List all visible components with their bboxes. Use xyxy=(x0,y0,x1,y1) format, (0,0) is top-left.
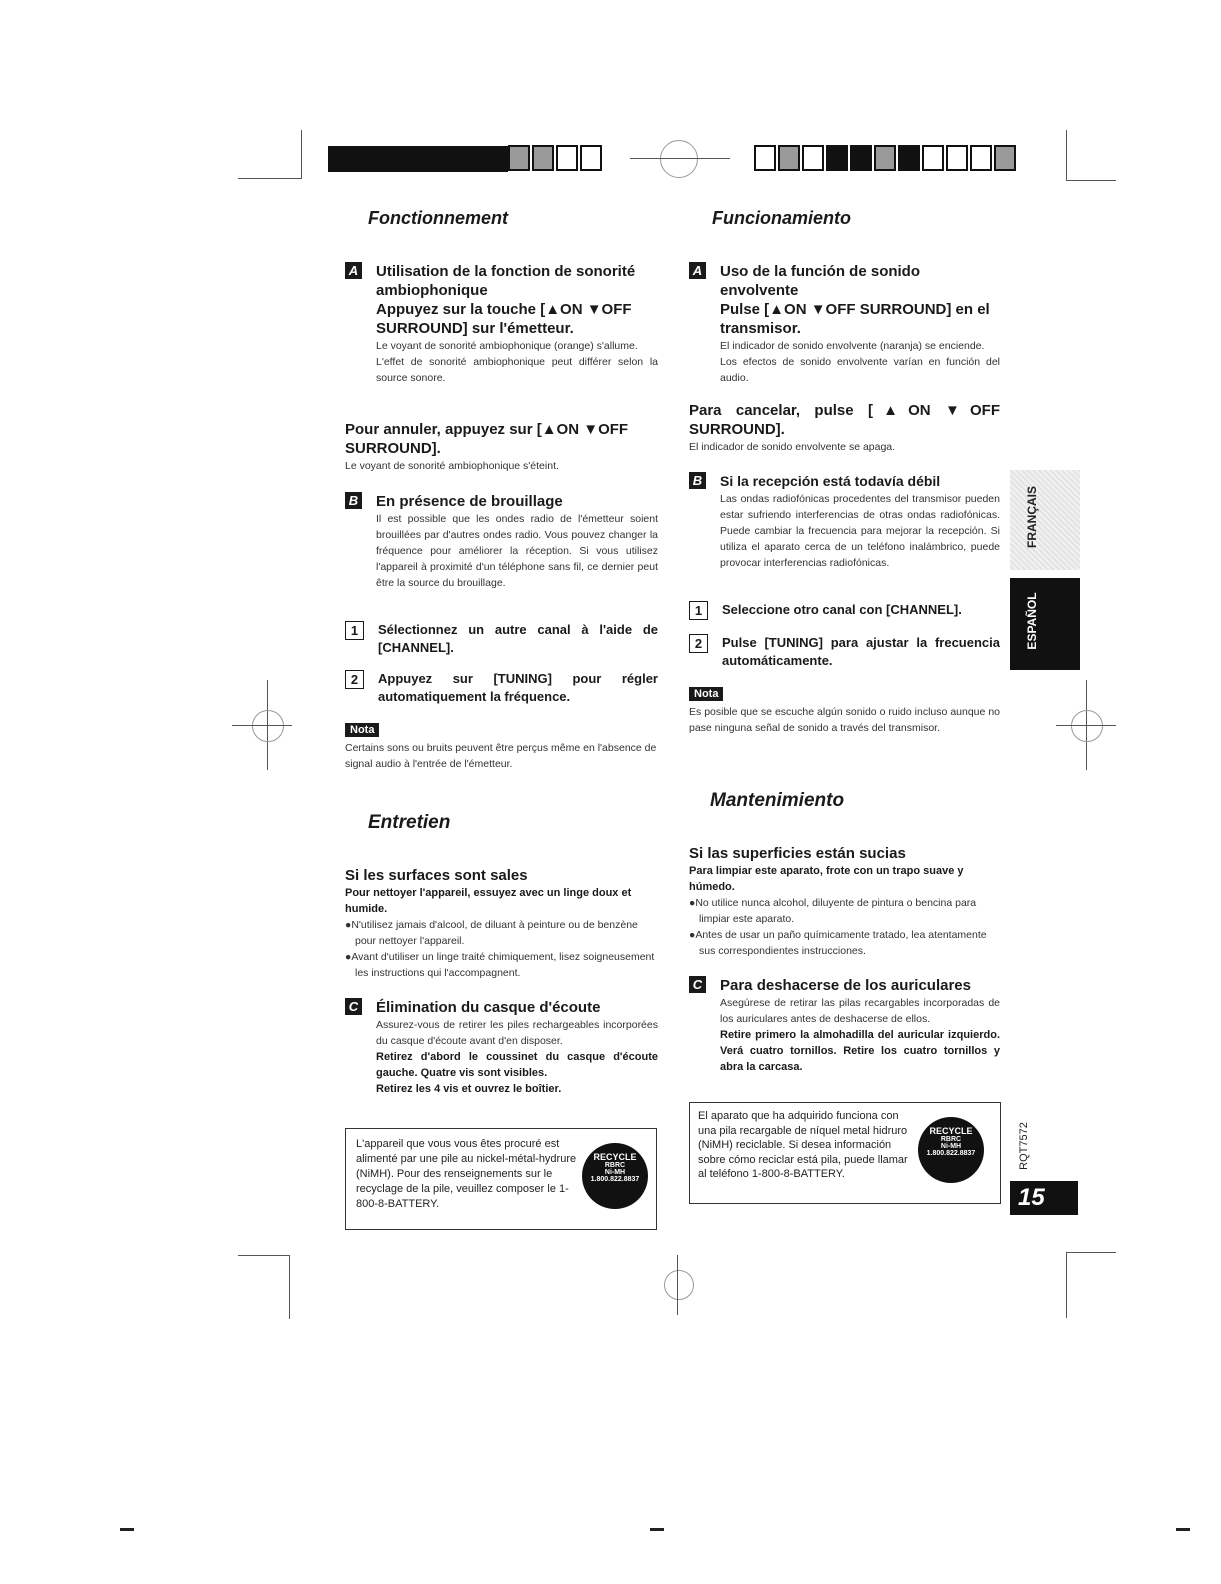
crop-mark-br-h xyxy=(1066,1252,1116,1253)
crop-mark-tl-h xyxy=(238,178,302,179)
es-recycle-text: El aparato que ha adquirido funciona con una pila recargable de níquel metal hidruro (NiMH) reciclable. Si desea información sobre cómo reciclar está pila, puede llamar al teléfono 1-800-8-BATTERY. xyxy=(698,1110,908,1180)
section-title-funcionamiento: Funcionamiento xyxy=(712,208,851,228)
fr-c-body: Assurez-vous de retirer les piles rechargeables incorporées du casque d'écoute avant d'en disposer. xyxy=(376,1019,658,1047)
es-section-c xyxy=(689,976,1000,1075)
crosshair-right xyxy=(1071,710,1103,742)
fr-nota xyxy=(345,720,658,772)
fr-nota-label: Nota xyxy=(345,723,379,737)
fr-dirty-bullet-1: ●N'utilisez jamais d'alcool, de diluant à peinture ou de benzène pour nettoyer l'appareil. xyxy=(345,919,638,947)
fr-a-instruction: Appuyez sur la touche [▲ON ▼OFF SURROUND] sur l'émetteur. xyxy=(376,301,632,337)
header-cells-right xyxy=(752,145,1016,171)
header-bar-left xyxy=(328,146,508,172)
es-section-a xyxy=(689,262,1000,386)
fr-step-1 xyxy=(345,621,658,657)
fr-cancel-heading: Pour annuler, appuyez sur [▲ON ▼OFF SURROUND]. xyxy=(345,421,629,457)
es-dirty-bold: Para limpiar este aparato, frote con un trapo suave y húmedo. xyxy=(689,865,964,893)
es-c-heading: Para deshacerse de los auriculares xyxy=(720,977,971,994)
es-a-instruction: Pulse [▲ON ▼OFF SURROUND] en el transmisor. xyxy=(720,301,990,337)
doc-code: RQT7572 xyxy=(1018,1122,1030,1170)
es-recycle-seal-chem: Ni-MH xyxy=(940,1143,962,1150)
fr-badge-a: A xyxy=(345,262,362,279)
es-nota xyxy=(689,684,1000,736)
header-cells-left xyxy=(506,145,602,171)
es-cancel xyxy=(689,401,1000,455)
crop-mark-tr-h xyxy=(1066,180,1116,181)
es-recycle-box xyxy=(689,1102,1001,1204)
fr-cancel-body: Le voyant de sonorité ambiophonique s'éteint. xyxy=(345,460,559,472)
fr-c-heading: Élimination du casque d'écoute xyxy=(376,999,601,1016)
es-step-2-text: Pulse [TUNING] para ajustar la frecuencia automáticamente. xyxy=(722,635,1000,668)
es-badge-a: A xyxy=(689,262,706,279)
fr-step-1-text: Sélectionnez un autre canal à l'aide de [CHANNEL]. xyxy=(378,622,658,655)
fr-section-c xyxy=(345,998,658,1097)
side-tab-espanol xyxy=(1010,578,1080,670)
es-a-heading: Uso de la función de sonido envolvente xyxy=(720,263,921,299)
es-a-body1: El indicador de sonido envolvente (naranja) se enciende. xyxy=(720,340,985,352)
page-number: 15 xyxy=(1010,1181,1078,1215)
fr-c-bold-1: Retirez d'abord le coussinet du casque d'écoute gauche. Quatre vis sont visibles. xyxy=(376,1051,658,1079)
es-recycle-seal-phone: 1.800.822.8837 xyxy=(926,1150,976,1157)
crosshair-top-h xyxy=(630,158,730,159)
side-tab-espanol-label: ESPAÑOL xyxy=(1025,592,1039,650)
fr-section-a xyxy=(345,262,658,386)
es-badge-b: B xyxy=(689,472,706,489)
fr-nota-body: Certains sons ou bruits peuvent être perçus même en l'absence de signal audio à l'entrée de l'émetteur. xyxy=(345,742,657,770)
crosshair-top xyxy=(660,140,698,178)
fr-badge-b: B xyxy=(345,492,362,509)
fr-maintenance-title: Entretien xyxy=(368,812,451,833)
fr-step-2-text: Appuyez sur [TUNING] pour régler automatiquement la fréquence. xyxy=(378,671,658,704)
fr-step-1-number: 1 xyxy=(345,621,364,640)
fr-b-heading: En présence de brouillage xyxy=(376,493,563,510)
fr-step-2-number: 2 xyxy=(345,670,364,689)
es-c-body: Asegúrese de retirar las pilas recargables incorporadas de los auriculares antes de deshacerse de ellos. xyxy=(720,997,1000,1025)
es-c-bold: Retire primero la almohadilla del auricular izquierdo. Verá cuatro tornillos. Retire los cuatro tornillos y abra la carcasa. xyxy=(720,1029,1000,1073)
es-recycle-seal-org: RBRC xyxy=(940,1136,962,1143)
crosshair-bottom xyxy=(664,1270,694,1300)
es-badge-c: C xyxy=(689,976,706,993)
es-step-1-text: Seleccione otro canal con [CHANNEL]. xyxy=(722,602,962,617)
fr-recycle-seal-word: RECYCLE xyxy=(593,1152,637,1162)
es-recycle-seal xyxy=(918,1117,984,1183)
crosshair-left-h xyxy=(232,725,292,726)
fr-recycle-seal-chem: Ni-MH xyxy=(604,1169,626,1176)
fr-recycle-text: L'appareil que vous vous êtes procuré est alimenté par une pile au nickel-métal-hydrure (NiMH). Pour des renseignements sur le recyclage de la pile, veuillez composer le 1-800-8-BATTERY. xyxy=(356,1138,577,1210)
es-step-2-number: 2 xyxy=(689,634,708,653)
fr-dirty-heading: Si les surfaces sont sales xyxy=(345,867,528,884)
es-section-b xyxy=(689,472,1000,571)
crop-mark-bl-v xyxy=(289,1255,290,1319)
fr-dirty-bullet-2: ●Avant d'utiliser un linge traité chimiquement, lisez soigneusement les instructions qui l'accompagnent. xyxy=(345,951,655,979)
fr-b-body: Il est possible que les ondes radio de l'émetteur soient brouillées par d'autres ondes radio. Vous pouvez changer la fréquence pour améliorer la réception. Si vous utilisez l'appareil à proximité d'un téléphone sans fil, ce dernier peut être la source du brouillage. xyxy=(376,513,658,589)
fr-step-2 xyxy=(345,670,658,706)
fr-section-b xyxy=(345,492,658,591)
bottom-tick-left xyxy=(120,1528,134,1531)
es-b-body: Las ondas radiofónicas procedentes del transmisor pueden estar sufriendo interferencias de otras ondas radiofónicas. Puede cambiar la frecuencia para mejorar la recepción. Si utiliza el aparato cerca de un teléfono inalámbrico, puede provocar interferencias radiofónicas. xyxy=(720,493,1000,569)
es-maintenance-title: Mantenimiento xyxy=(710,790,845,811)
es-a-body2: Los efectos de sonido envolvente varían en función del audio. xyxy=(720,356,1000,384)
es-dirty-section xyxy=(689,844,1000,959)
bottom-tick-center xyxy=(650,1528,664,1531)
fr-a-heading: Utilisation de la fonction de sonorité ambiophonique xyxy=(376,263,636,299)
side-tab-francais xyxy=(1010,470,1080,570)
fr-dirty-section xyxy=(345,866,658,981)
fr-a-body2: L'effet de sonorité ambiophonique peut différer selon la source sonore. xyxy=(376,356,658,384)
fr-recycle-seal-org: RBRC xyxy=(604,1162,626,1169)
es-step-1 xyxy=(689,601,1000,620)
es-dirty-heading: Si las superficies están sucias xyxy=(689,845,906,862)
crosshair-left xyxy=(252,710,284,742)
es-cancel-body: El indicador de sonido envolvente se apaga. xyxy=(689,441,896,453)
crop-mark-br-v xyxy=(1066,1252,1067,1318)
es-nota-label: Nota xyxy=(689,687,723,701)
crosshair-right-h xyxy=(1056,725,1116,726)
crop-mark-tl-v xyxy=(301,130,302,178)
es-step-1-number: 1 xyxy=(689,601,708,620)
side-tab-francais-label: FRANÇAIS xyxy=(1025,486,1039,548)
fr-c-bold-2: Retirez les 4 vis et ouvrez le boîtier. xyxy=(376,1083,562,1095)
bottom-tick-right xyxy=(1176,1528,1190,1531)
fr-recycle-seal-phone: 1.800.822.8837 xyxy=(590,1176,640,1183)
es-nota-body: Es posible que se escuche algún sonido o ruido incluso aunque no pase ninguna señal de sonido a través del transmisor. xyxy=(689,706,1000,734)
fr-cancel xyxy=(345,420,658,474)
section-title-fonctionnement: Fonctionnement xyxy=(368,208,508,228)
fr-recycle-box xyxy=(345,1128,657,1230)
es-step-2 xyxy=(689,634,1000,670)
es-cancel-heading: Para cancelar, pulse [▲ON ▼OFF SURROUND]. xyxy=(689,402,1000,438)
es-dirty-bullet-2: ●Antes de usar un paño químicamente tratado, lea atentamente sus correspondientes instrucciones. xyxy=(689,929,987,957)
es-b-heading: Si la recepción está todavía débil xyxy=(720,473,941,489)
es-recycle-seal-word: RECYCLE xyxy=(929,1126,973,1136)
fr-dirty-bold: Pour nettoyer l'appareil, essuyez avec un linge doux et humide. xyxy=(345,887,632,915)
crop-mark-tr-v xyxy=(1066,130,1067,180)
es-dirty-bullet-1: ●No utilice nunca alcohol, diluyente de pintura o bencina para limpiar este aparato. xyxy=(689,897,977,925)
fr-badge-c: C xyxy=(345,998,362,1015)
crosshair-bottom-v xyxy=(677,1255,678,1315)
fr-recycle-seal xyxy=(582,1143,648,1209)
crop-mark-bl-h xyxy=(238,1255,290,1256)
fr-a-body1: Le voyant de sonorité ambiophonique (orange) s'allume. xyxy=(376,340,638,352)
